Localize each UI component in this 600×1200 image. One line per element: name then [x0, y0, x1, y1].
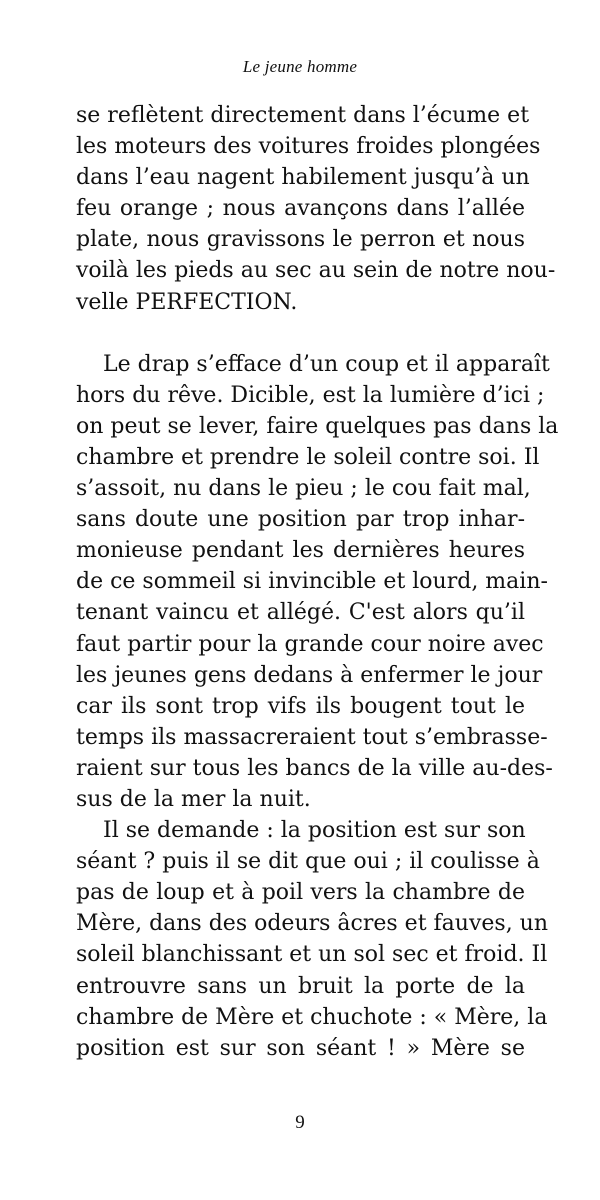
body-text — [76, 100, 559, 1064]
text-line: de ce sommeil si invincible et lourd, main- — [76, 569, 548, 595]
text-line: s’assoit, nu dans le pieu ; le cou fait mal, — [76, 476, 531, 502]
text-line: sus de la mer la nuit. — [76, 786, 311, 812]
text-line: feu orange ; nous avançons dans l’allée — [76, 196, 525, 222]
text-line: pas de loup et à poil vers la chambre de — [76, 880, 525, 906]
text-line: soleil blanchissant et un sol sec et froid. Il — [76, 942, 548, 968]
page-number: 9 — [295, 1112, 305, 1133]
text-line: hors du rêve. Dicible, est la lumière d’ici ; — [76, 382, 545, 408]
text-line: Mère, dans des odeurs âcres et fauves, un — [76, 911, 549, 937]
text-line: on peut se lever, faire quelques pas dans la — [76, 413, 559, 439]
text-line: les moteurs des voitures froides plongées — [76, 134, 541, 160]
text-line: raient sur tous les bancs de la ville au-des- — [76, 755, 553, 781]
paragraph-1 — [76, 100, 556, 318]
text-line: tenant vaincu et allégé. C'est alors qu’il — [76, 600, 525, 626]
text-line: Il se demande : la position est sur son — [103, 818, 526, 844]
paragraph-gap — [76, 318, 525, 349]
text-line: position est sur son séant ! » Mère se — [76, 1035, 525, 1061]
text-line: se reflètent directement dans l’écume et — [76, 103, 530, 128]
text-line: faut partir pour la grande cour noire avec — [76, 631, 544, 657]
text-line: velle PERFECTION. — [76, 289, 298, 315]
paragraph-2 — [76, 349, 559, 815]
text-line: séant ? puis il se dit que oui ; il coulisse à — [76, 849, 540, 875]
text-line: chambre de Mère et chuchote : « Mère, la — [76, 1004, 548, 1030]
text-line: voilà les pieds au sec au sein de notre nou- — [76, 258, 556, 284]
running-head: Le jeune homme — [242, 57, 358, 76]
text-line: dans l’eau nagent habilement jusqu’à un — [76, 165, 530, 191]
paragraph-3 — [76, 815, 549, 1064]
text-line: sans doute une position par trop inhar- — [76, 507, 525, 533]
text-line: car ils sont trop vifs ils bougent tout le — [76, 693, 525, 719]
text-line: Le drap s’efface d’un coup et il apparaît — [103, 351, 550, 377]
text-line: chambre et prendre le soleil contre soi. Il — [76, 444, 540, 470]
text-line: les jeunes gens dedans à enfermer le jour — [76, 662, 543, 688]
text-line: monieuse pendant les dernières heures — [76, 538, 525, 564]
text-line: temps ils massacreraient tout s’embrasse- — [76, 724, 548, 750]
text-line: plate, nous gravissons le perron et nous — [76, 227, 525, 253]
text-line: entrouvre sans un bruit la porte de la — [76, 973, 525, 999]
